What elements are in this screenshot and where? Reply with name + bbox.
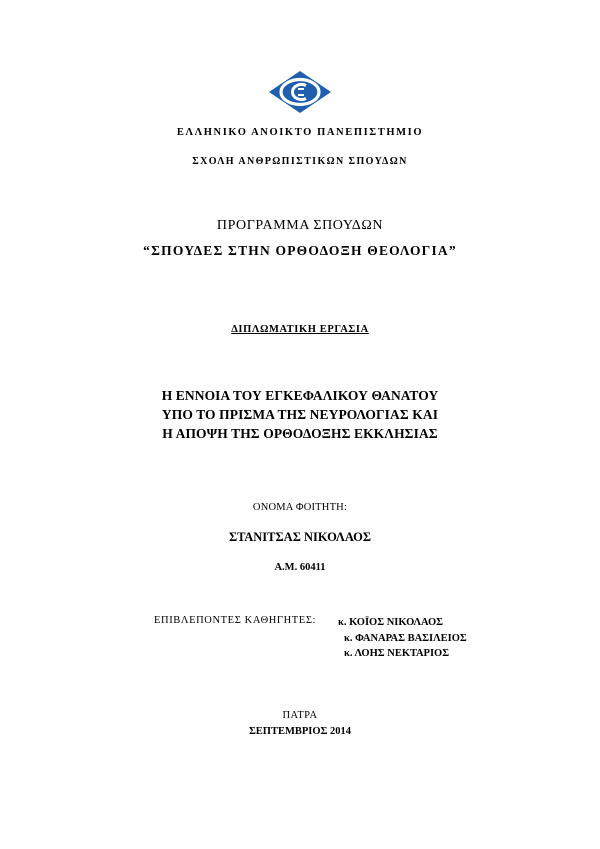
student-label: ΟΝΟΜΑ ΦΟΙΤΗΤΗ:: [252, 502, 348, 513]
thesis-title-line: Η ΕΝΝΟΙΑ ΤΟΥ ΕΓΚΕΦΑΛΙΚΟΥ ΘΑΝΑΤΟΥ: [161, 388, 439, 403]
student-name: ΣΤΑΝΙΤΣΑΣ ΝΙΚΟΛΑΟΣ: [228, 530, 372, 544]
thesis-title-line: ΥΠΟ ΤΟ ΠΡΙΣΜΑ ΤΗΣ ΝΕΥΡΟΛΟΓΙΑΣ ΚΑΙ: [161, 407, 439, 422]
program-name: “ΣΠΟΥΔΕΣ ΣΤΗΝ ΟΡΘΟΔΟΞΗ ΘΕΟΛΟΓΙΑ”: [143, 243, 457, 258]
university-name: ΕΛΛΗΝΙΚΟ ΑΝΟΙΚΤΟ ΠΑΝΕΠΙΣΤΗΜΙΟ: [176, 127, 424, 138]
supervisors-list: [338, 615, 467, 662]
city: ΠΑΤΡΑ: [282, 710, 318, 721]
university-logo-icon: [268, 70, 332, 114]
school-name: ΣΧΟΛΗ ΑΝΘΡΩΠΙΣΤΙΚΩΝ ΣΠΟΥΔΩΝ: [192, 156, 408, 167]
thesis-title: [0, 386, 600, 443]
thesis-type: ΔΙΠΛΩΜΑΤΙΚΗ ΕΡΓΑΣΙΑ: [231, 324, 369, 335]
date: ΣΕΠΤΕΜΒΡΙΟΣ 2014: [248, 726, 352, 737]
supervisors-label: ΕΠΙΒΛΕΠΟΝΤΕΣ ΚΑΘΗΓΗΤΕΣ:: [154, 615, 317, 626]
thesis-title-line: Η ΑΠΟΨΗ ΤΗΣ ΟΡΘΟΔΟΞΗΣ ΕΚΚΛΗΣΙΑΣ: [162, 426, 438, 441]
program-label: ΠΡΟΓΡΑΜΜΑ ΣΠΟΥΔΩΝ: [216, 218, 384, 233]
student-id: Α.Μ. 60411: [274, 562, 326, 573]
supervisor-item: κ. ΚΟΪΟΣ ΝΙΚΟΛΑΟΣ: [338, 617, 444, 628]
supervisor-item: κ. ΦΑΝΑΡΑΣ ΒΑΣΙΛΕΙΟΣ: [344, 632, 467, 644]
supervisor-item: κ. ΛΟΗΣ ΝΕΚΤΑΡΙΟΣ: [344, 648, 450, 659]
